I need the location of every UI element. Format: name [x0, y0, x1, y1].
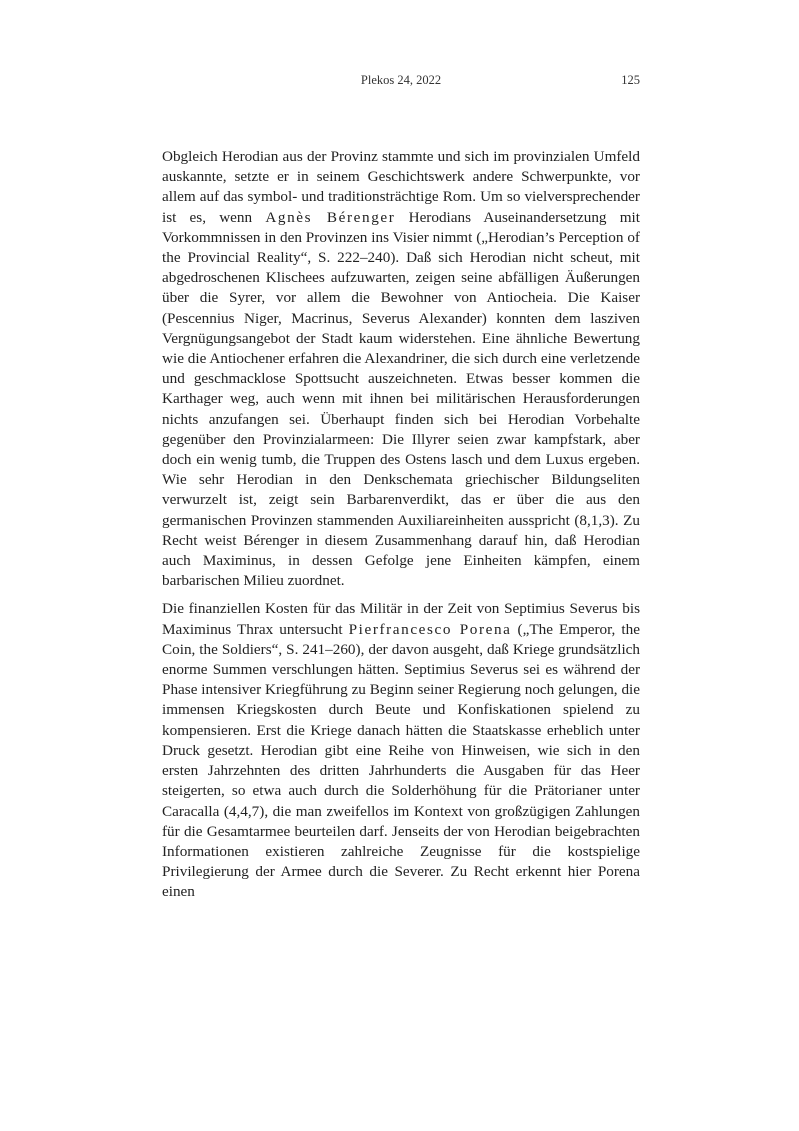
- text-segment: Die finanziellen Kosten für das Militär in der Zeit von Septimius Severus bis Maximinus Thrax untersucht: [162, 600, 640, 638]
- author-name-porena: Pierfrancesco Porena: [348, 620, 512, 638]
- journal-title: Plekos 24, 2022: [360, 73, 442, 87]
- paragraph-berenger: [162, 147, 640, 591]
- running-header: [162, 73, 640, 91]
- text-segment: („The Emperor, the Coin, the Soldiers“, S. 241–260), der davon ausgeht, daß Kriege grundsätzlich enorme Summen verschlungen hätten. Septimius Severus sei es während der Phase intensiver Kriegführung zu Beginn seiner Regierung noch gelungen, die immensen Kriegskosten durch Beute und Konfiskationen spielend zu kompensieren. Erst die Kriege danach hätten die Staatskasse erheblich unter Druck gesetzt. Herodian gibt eine Reihe von Hinweisen, wie sich in den ersten Jahrzehnten des dritten Jahrhunderts die Ausgaben für das Heer steigerten, so etwa auch durch die Solderhöhung für die Prätorianer unter Caracalla (4,4,7), die man zweifellos im Kontext von großzügigen Zahlungen für die Gesamtarmee beurteilen darf. Jenseits der von Herodian beigebrachten Informationen existieren zahlreiche Zeugnisse für die kostspielige Privilegierung der Armee durch die Severer. Zu Recht erkennt hier Porena einen: [162, 620, 640, 901]
- text-segment: Herodians Auseinandersetzung mit Vorkommnissen in den Provinzen ins Visier nimmt („Herodian’s Perception of the Provincial Reality“, S. 222–240). Daß sich Herodian nicht scheut, mit abgedroschenen Klischees aufzuwarten, zeigen seine abfälligen Äußerungen über die Syrer, vor allem die Bewohner von Antiocheia. Die Kaiser (Pescennius Niger, Macrinus, Severus Alexander) konnten dem lasziven Vergnügungsangebot der Stadt kaum widerstehen. Eine ähnliche Bewertung wie die Antiochener erfahren die Alexandriner, die sich durch eine verletzende und geschmacklose Spottsucht auszeichneten. Etwas besser kommen die Karthager weg, auch wenn mit ihnen bei militärischen Herausforderungen nichts anzufangen sei. Überhaupt finden sich bei Herodian Vorbehalte gegenüber den Provinzialarmeen: Die Illyrer seien zwar kampfstark, aber doch ein wenig tumb, die Truppen des Ostens lasch und dem Luxus ergeben. Wie sehr Herodian in den Denkschemata griechischer Bildungseliten verwurzelt ist, zeigt sein Barbarenverdikt, das er über die aus den germanischen Provinzen stammenden Auxiliareinheiten ausspricht (8,1,3). Zu Recht weist Bérenger in diesem Zusammenhang darauf hin, daß Herodian auch Maximinus, in dessen Gefolge jene Einheiten kämpfen, einem barbarischen Milieu zuordnet.: [162, 208, 640, 590]
- text-segment: Obgleich Herodian aus der Provinz stammte und sich im provinzialen Umfeld auskannte, setzte er in seinem Geschichtswerk andere Schwerpunkte, vor allem auf das symbol- und traditionsträchtige Rom. Um so vielversprechender ist es, wenn: [162, 148, 640, 226]
- author-name-berenger: Agnès Bérenger: [265, 208, 396, 226]
- body-text: [162, 147, 640, 911]
- paragraph-porena: [162, 599, 640, 902]
- page-number: 125: [621, 73, 640, 87]
